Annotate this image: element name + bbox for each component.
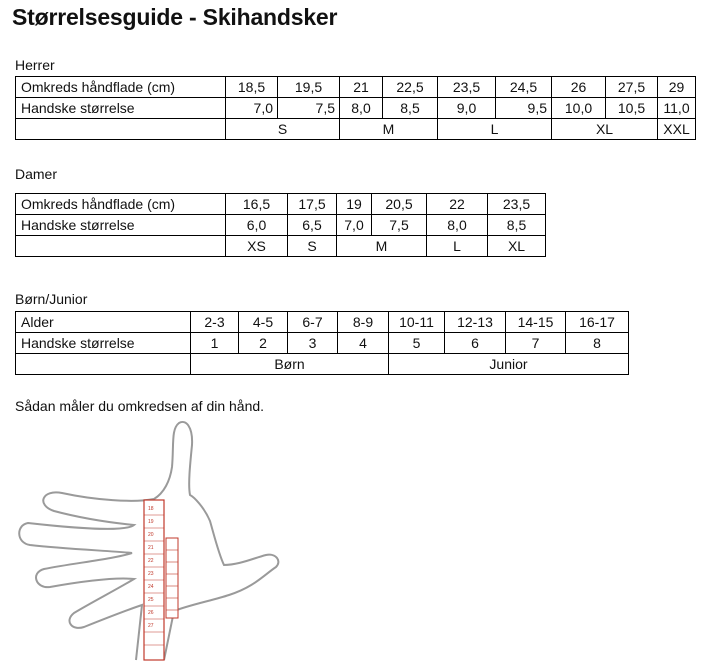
- table-cell: 8,5: [488, 215, 546, 236]
- table-row: [16, 312, 629, 333]
- table-cell: 7,5: [372, 215, 427, 236]
- hand-measure-icon: [14, 415, 294, 665]
- table-cell: 6,0: [226, 215, 288, 236]
- tape-tick: 20: [148, 532, 154, 538]
- born-table: [15, 311, 629, 375]
- row-label: Handske størrelse: [16, 98, 226, 119]
- size-cell: XL: [552, 119, 658, 140]
- damer-table: [15, 193, 546, 257]
- size-cell: S: [226, 119, 340, 140]
- group-cell: Børn: [191, 354, 389, 375]
- table-cell: 7,0: [337, 215, 372, 236]
- table-cell: 7: [506, 333, 566, 354]
- table-cell: 8: [566, 333, 629, 354]
- table-cell: 6-7: [288, 312, 338, 333]
- size-cell: L: [438, 119, 552, 140]
- tape-tick: 24: [148, 584, 154, 590]
- table-cell: 2: [239, 333, 288, 354]
- table-cell: 5: [389, 333, 445, 354]
- table-cell: 23,5: [488, 194, 546, 215]
- table-cell: 16-17: [566, 312, 629, 333]
- table-cell: 29: [658, 77, 696, 98]
- size-cell: XXL: [658, 119, 696, 140]
- table-row: [16, 215, 546, 236]
- empty-cell: [16, 119, 226, 140]
- measure-caption: Sådan måler du omkredsen af din hånd.: [15, 398, 265, 414]
- row-label: Omkreds håndflade (cm): [16, 194, 226, 215]
- table-cell: 19: [337, 194, 372, 215]
- table-cell: 1: [191, 333, 239, 354]
- size-cell: XL: [488, 236, 546, 257]
- table-cell: 18,5: [226, 77, 278, 98]
- table-cell: 9,5: [496, 98, 552, 119]
- tape-tick: 22: [148, 558, 154, 564]
- row-label: Alder: [16, 312, 191, 333]
- table-cell: 22,5: [383, 77, 438, 98]
- table-cell: 12-13: [445, 312, 506, 333]
- table-cell: 8,0: [340, 98, 383, 119]
- table-cell: 17,5: [288, 194, 337, 215]
- table-row: [16, 354, 629, 375]
- table-row: [16, 236, 546, 257]
- table-cell: 22: [427, 194, 488, 215]
- table-cell: 8,5: [383, 98, 438, 119]
- table-cell: 10,5: [606, 98, 658, 119]
- empty-cell: [16, 354, 191, 375]
- damer-caption: Damer: [15, 166, 58, 182]
- herrer-table: [15, 76, 696, 140]
- size-cell: M: [337, 236, 427, 257]
- tape-tick: 18: [148, 506, 154, 512]
- table-cell: 9,0: [438, 98, 496, 119]
- size-cell: L: [427, 236, 488, 257]
- table-cell: 26: [552, 77, 606, 98]
- table-cell: 23,5: [438, 77, 496, 98]
- row-label: Handske størrelse: [16, 333, 191, 354]
- table-cell: 2-3: [191, 312, 239, 333]
- table-cell: 20,5: [372, 194, 427, 215]
- table-cell: 24,5: [496, 77, 552, 98]
- size-cell: S: [288, 236, 337, 257]
- table-cell: 3: [288, 333, 338, 354]
- table-row: [16, 77, 696, 98]
- row-label: Handske størrelse: [16, 215, 226, 236]
- table-cell: 8-9: [338, 312, 389, 333]
- table-cell: 10,0: [552, 98, 606, 119]
- table-cell: 19,5: [278, 77, 340, 98]
- table-cell: 7,5: [278, 98, 340, 119]
- table-cell: 11,0: [658, 98, 696, 119]
- table-row: [16, 119, 696, 140]
- table-cell: 4: [338, 333, 389, 354]
- table-cell: 7,0: [226, 98, 278, 119]
- table-cell: 10-11: [389, 312, 445, 333]
- tape-tick: 27: [148, 623, 154, 629]
- table-cell: 21: [340, 77, 383, 98]
- group-cell: Junior: [389, 354, 629, 375]
- herrer-caption: Herrer: [15, 57, 55, 73]
- table-row: [16, 194, 546, 215]
- table-cell: 6: [445, 333, 506, 354]
- born-caption: Børn/Junior: [15, 291, 88, 307]
- table-cell: 27,5: [606, 77, 658, 98]
- table-cell: 16,5: [226, 194, 288, 215]
- tape-tick: 23: [148, 571, 154, 577]
- table-cell: 8,0: [427, 215, 488, 236]
- tape-tick: 25: [148, 597, 154, 603]
- tape-tick: 21: [148, 545, 154, 551]
- tape-tick: 19: [148, 519, 154, 525]
- row-label: Omkreds håndflade (cm): [16, 77, 226, 98]
- empty-cell: [16, 236, 226, 257]
- hand-illustration: [14, 415, 294, 665]
- page-title: Størrelsesguide - Skihandsker: [12, 4, 338, 30]
- size-cell: M: [340, 119, 438, 140]
- table-row: [16, 98, 696, 119]
- size-cell: XS: [226, 236, 288, 257]
- tape-tick: 26: [148, 610, 154, 616]
- table-cell: 4-5: [239, 312, 288, 333]
- table-cell: 14-15: [506, 312, 566, 333]
- table-row: [16, 333, 629, 354]
- table-cell: 6,5: [288, 215, 337, 236]
